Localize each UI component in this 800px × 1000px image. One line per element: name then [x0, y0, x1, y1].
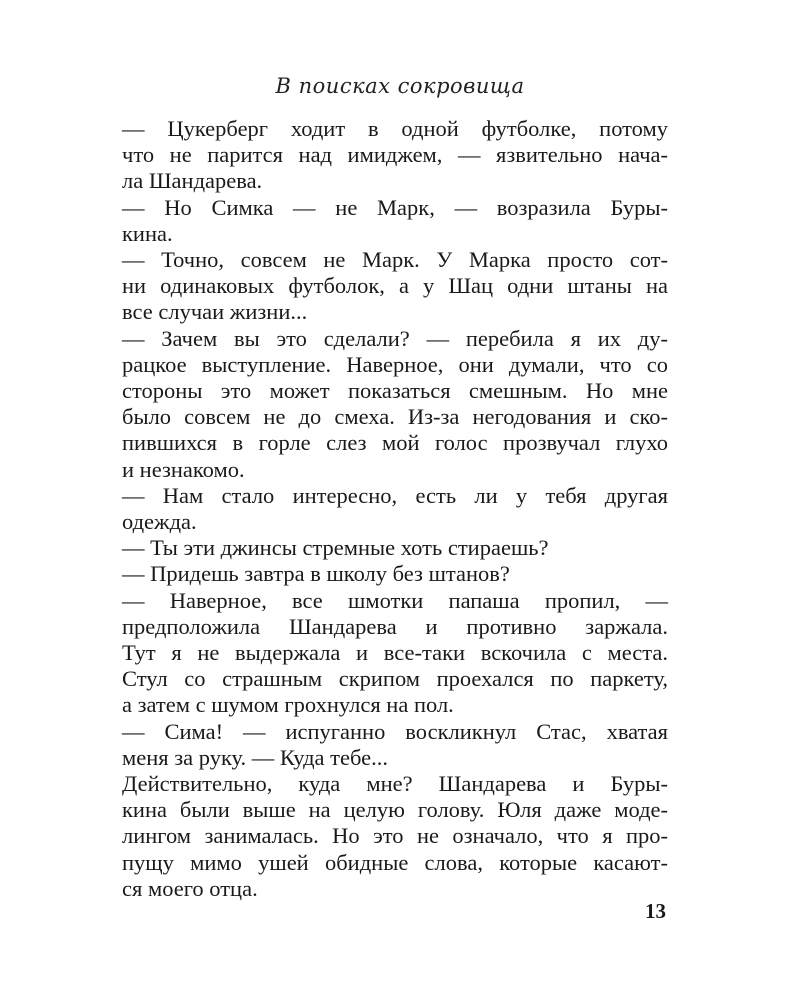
text-line: стороны это может показаться смешным. Но мне — [122, 378, 668, 404]
text-line: Стул со страшным скрипом проехался по паркету, — [122, 666, 668, 692]
text-line: пущу мимо ушей обидные слова, которые касают- — [122, 849, 668, 875]
text-line: — Нам стало интересно, есть ли у тебя другая — [122, 482, 668, 508]
text-line: и незнакомо. — [122, 456, 245, 482]
text-line: — Зачем вы это сделали? — перебила я их ду- — [122, 325, 668, 351]
text-line: — Наверное, все шмотки папаша пропил, — — [122, 587, 668, 613]
text-line: ни одинаковых футболок, а у Шац одни штаны на — [122, 273, 668, 299]
text-line: — Придешь завтра в школу без штанов? — [122, 561, 510, 587]
text-line: кина были выше на целую голову. Юля даже моде- — [122, 797, 668, 823]
text-line: предположила Шандарева и противно заржала. — [122, 613, 668, 639]
body-text — [122, 116, 668, 902]
text-line: Тут я не выдержала и все-таки вскочила с места. — [122, 640, 668, 666]
text-line: Действительно, куда мне? Шандарева и Буры- — [122, 771, 668, 797]
page-number: 13 — [645, 899, 666, 923]
text-line: — Точно, совсем не Марк. У Марка просто сот- — [122, 247, 668, 273]
text-line: ла Шандарева. — [122, 168, 263, 194]
text-line: рацкое выступление. Наверное, они думали, что со — [122, 351, 668, 377]
text-line: ся моего отца. — [122, 875, 258, 901]
text-line: кина. — [122, 220, 173, 246]
text-line: что не парится над имиджем, — язвительно нача- — [122, 142, 668, 168]
text-line: было совсем не до смеха. Из-за негодования и ско- — [122, 404, 668, 430]
text-line: меня за руку. — Куда тебе... — [122, 744, 388, 770]
text-line: все случаи жизни... — [122, 299, 308, 325]
text-line: одежда. — [122, 509, 197, 535]
text-line: лингом занималась. Но это не означало, что я про- — [122, 823, 668, 849]
text-line: а затем с шумом грохнулся на пол. — [122, 692, 454, 718]
text-line: — Цукерберг ходит в одной футболке, потому — [122, 116, 668, 141]
text-line: — Но Симка — не Марк, — возразила Буры- — [122, 194, 668, 220]
text-line: — Ты эти джинсы стремные хоть стираешь? — [122, 535, 549, 561]
running-head: В поисках сокровища — [275, 74, 525, 98]
text-line: — Сима! — испуганно воскликнул Стас, хватая — [122, 718, 668, 744]
text-line: пившихся в горле слез мой голос прозвучал глухо — [122, 430, 668, 456]
